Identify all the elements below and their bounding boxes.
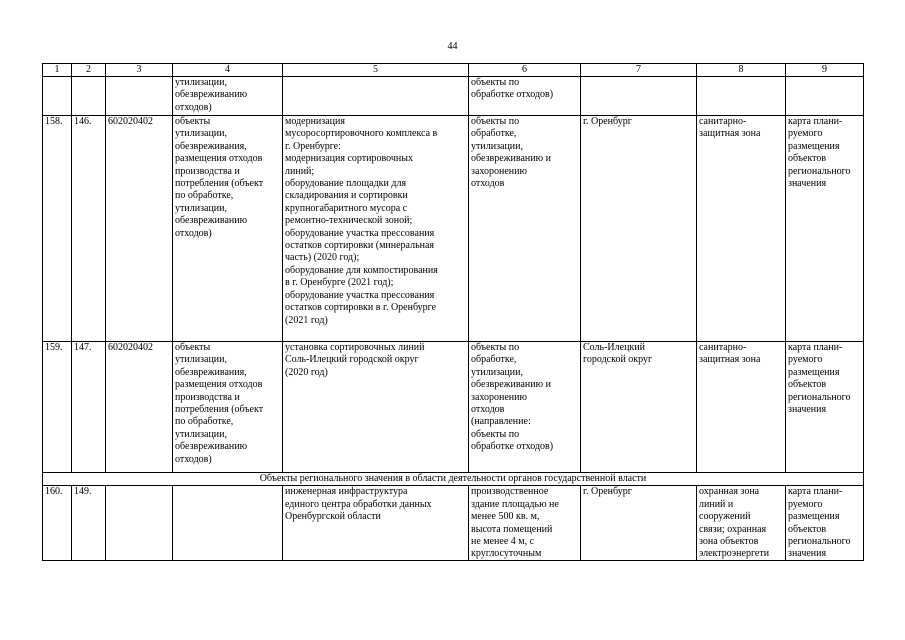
clip-box: 149. <box>74 486 92 498</box>
cell-code: 602020402 <box>106 342 173 473</box>
cell-purpose: объекты по обработке отходов) <box>469 77 581 116</box>
cell-purpose: объекты по обработке, утилизации, обезвреживанию и захоронению отходов (направление: объекты по обработке отходов) <box>469 342 581 473</box>
cell-location: Соль-Илецкий городской округ <box>581 342 697 473</box>
page-number: 44 <box>447 41 458 52</box>
cell-empty <box>786 77 864 116</box>
cell-object-type <box>173 486 283 561</box>
column-header: 9 <box>786 64 864 77</box>
cell-object-name <box>283 486 469 561</box>
column-header: 6 <box>469 64 581 77</box>
column-header: 5 <box>283 64 469 77</box>
clip-box: охранная зона линий и сооружений связи; охранная зона объектов электроэнергети <box>699 486 770 560</box>
clip-box: карта плани- руемого размещения объектов регионального значения <box>788 486 851 560</box>
cell-code: 602020402 <box>106 116 173 342</box>
cell-location: г. Оренбург <box>581 116 697 342</box>
cell-empty <box>43 77 72 116</box>
table-row <box>43 116 864 342</box>
cell-purpose: объекты по обработке, утилизации, обезвреживанию и захоронению отходов <box>469 116 581 342</box>
section-title: Объекты регионального значения в области деятельности органов государственной власти <box>43 473 864 486</box>
cell-empty <box>283 77 469 116</box>
column-header: 1 <box>43 64 72 77</box>
cell-object-name: установка сортировочных линий Соль-Илецкий городской округ (2020 год) <box>283 342 469 473</box>
document-table <box>42 63 864 561</box>
clip-box: инженерная инфраструктура единого центра обработки данных Оренбургской области <box>285 486 432 523</box>
column-header: 7 <box>581 64 697 77</box>
cell-location <box>581 486 697 561</box>
cell-zone <box>697 486 786 561</box>
column-header: 3 <box>106 64 173 77</box>
table-row <box>43 486 864 561</box>
cell-object-type: утилизации, обезвреживанию отходов) <box>173 77 283 116</box>
cell-empty <box>106 77 173 116</box>
cell-code <box>106 486 173 561</box>
continuation-row <box>43 77 864 116</box>
cell-map <box>786 486 864 561</box>
clip-box: г. Оренбург <box>583 486 632 498</box>
cell-row-number: 159. <box>43 342 72 473</box>
cell-object-type: объекты утилизации, обезвреживания, размещения отходов производства и потребления (объект по обработке, утилизации, обезвреживанию отходов) <box>173 116 283 342</box>
clip-box <box>175 486 280 560</box>
cell-index: 146. <box>72 116 106 342</box>
cell-object-name: модернизация мусоросортировочного комплекса в г. Оренбурге: модернизация сортировочных линий; оборудование площадки для складирования и сортировки крупногабаритного мусора с ремонтно-технической зоной; оборудование участка прессования остатков сортировки (минеральная часть) (2020 год); оборудование для компостирования в г. Оренбурге (2021 год); оборудование участка прессования остатков сортировки в г. Оренбурге (2021 год) <box>283 116 469 342</box>
column-header: 8 <box>697 64 786 77</box>
clip-box <box>108 486 170 560</box>
cell-object-type: объекты утилизации, обезвреживания, размещения отходов производства и потребления (объект по обработке, утилизации, обезвреживанию отходов) <box>173 342 283 473</box>
cell-empty <box>697 77 786 116</box>
cell-zone: санитарно- защитная зона <box>697 116 786 342</box>
clip-box: 160. <box>45 486 63 498</box>
section-row <box>43 473 864 486</box>
cell-empty <box>72 77 106 116</box>
cell-purpose <box>469 486 581 561</box>
cell-map: карта плани- руемого размещения объектов регионального значения <box>786 342 864 473</box>
column-header: 4 <box>173 64 283 77</box>
cell-index: 147. <box>72 342 106 473</box>
column-header-row <box>43 64 864 77</box>
clip-box: производственное здание площадью не менее 500 кв. м, высота помещений не менее 4 м, с круглосуточным <box>471 486 559 560</box>
column-header: 2 <box>72 64 106 77</box>
cell-row-number: 158. <box>43 116 72 342</box>
cell-map: карта плани- руемого размещения объектов регионального значения <box>786 116 864 342</box>
table-row <box>43 342 864 473</box>
cell-empty <box>581 77 697 116</box>
cell-row-number <box>43 486 72 561</box>
cell-index <box>72 486 106 561</box>
cell-zone: санитарно- защитная зона <box>697 342 786 473</box>
